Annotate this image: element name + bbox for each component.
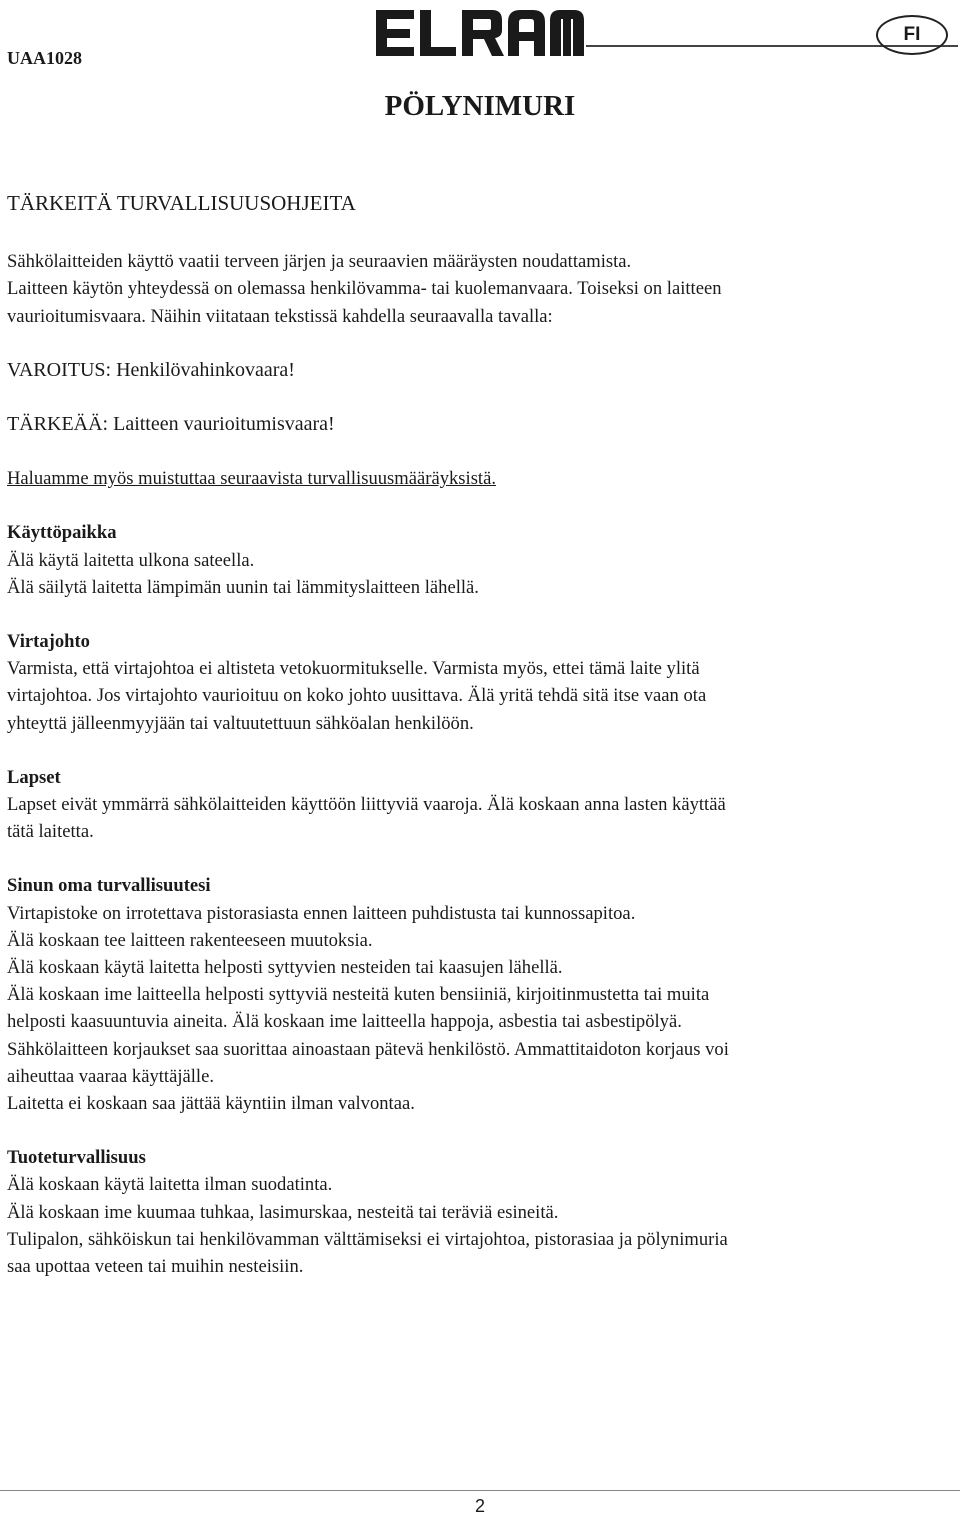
important-label: TÄRKEÄÄ: Laitteen vaurioitumisvaara! [7, 413, 335, 436]
body-line: Älä koskaan käytä laitetta helposti syttyvien nesteiden tai kaasujen lähellä. [7, 957, 563, 979]
body-line: Älä koskaan käytä laitetta ilman suodatinta. [7, 1174, 333, 1196]
section-heading-turvallisuus: Sinun oma turvallisuutesi [7, 875, 211, 897]
body-line: Tulipalon, sähköiskun tai henkilövamman välttämiseksi ei virtajohtoa, pistorasiaa ja pölynimuria [7, 1228, 728, 1250]
intro-line: Laitteen käytön yhteydessä on olemassa henkilövamma- tai kuolemanvaara. Toiseksi on laitteen [7, 278, 722, 300]
body-line: Älä koskaan ime kuumaa tuhkaa, lasimurskaa, nesteitä tai teräviä esineitä. [7, 1201, 559, 1223]
section-heading-lapset: Lapset [7, 766, 61, 788]
intro-line: Sähkölaitteiden käyttö vaatii terveen järjen ja seuraavien määräysten noudattamista. [7, 251, 632, 273]
page-title: PÖLYNIMURI [384, 90, 576, 122]
body-line: Älä koskaan tee laitteen rakenteeseen muutoksia. [7, 929, 373, 951]
product-code: UAA1028 [7, 48, 82, 68]
body-line: aiheuttaa vaaraa käyttäjälle. [7, 1065, 214, 1087]
brand-logo [374, 8, 586, 58]
intro-line: vaurioitumisvaara. Näihin viitataan tekstissä kahdella seuraavalla tavalla: [7, 305, 553, 327]
warning-label: VAROITUS: Henkilövahinkovaara! [7, 358, 295, 381]
section-heading: TÄRKEITÄ TURVALLISUUSOHJEITA [7, 191, 356, 215]
body-line: Sähkölaitteen korjaukset saa suorittaa ainoastaan pätevä henkilöstö. Ammattitaidoton korjaus voi [7, 1038, 729, 1060]
page-number: 2 [474, 1496, 485, 1516]
document-body [7, 190, 947, 1280]
body-line: yhteyttä jälleenmyyjään tai valtuutettuun sähköalan henkilöön. [7, 712, 474, 734]
footer-rule [0, 1490, 960, 1491]
body-line: Laitetta ei koskaan saa jättää käyntiin ilman valvontaa. [7, 1093, 415, 1115]
body-line: helposti kaasuuntuvia aineita. Älä koskaan ime laitteella happoja, asbestia tai asbestipölyä. [7, 1011, 682, 1033]
body-line: saa upottaa veteen tai muihin nesteisiin. [7, 1256, 304, 1278]
body-line: Älä säilytä laitetta lämpimän uunin tai lämmityslaitteen lähellä. [7, 576, 479, 598]
body-line: Älä koskaan ime laitteella helposti syttyviä nesteitä kuten bensiiniä, kirjoitinmustetta tai muita [7, 984, 710, 1006]
section-heading-virtajohto: Virtajohto [7, 631, 90, 653]
body-line: virtajohtoa. Jos virtajohto vaurioituu on koko johto uusittava. Älä yritä tehdä sitä itse vaan ota [7, 685, 707, 707]
body-line: tätä laitetta. [7, 821, 94, 843]
language-badge: FI [876, 15, 948, 55]
section-heading-tuoteturvallisuus: Tuoteturvallisuus [7, 1147, 146, 1169]
intro-paragraph [7, 248, 947, 330]
body-line: Varmista, että virtajohtoa ei altisteta vetokuormitukselle. Varmista myös, ettei tämä laite ylitä [7, 658, 700, 680]
body-line: Lapset eivät ymmärrä sähkölaitteiden käyttöön liittyviä vaaroja. Älä koskaan anna lasten käyttää [7, 794, 726, 816]
body-line: Virtapistoke on irrotettava pistorasiasta ennen laitteen puhdistusta tai kunnossapitoa. [7, 902, 636, 924]
body-line: Älä käytä laitetta ulkona sateella. [7, 549, 255, 571]
reminder-text: Haluamme myös muistuttaa seuraavista turvallisuusmääräyksistä. [7, 468, 497, 490]
section-heading-kayttopaikka: Käyttöpaikka [7, 522, 117, 544]
